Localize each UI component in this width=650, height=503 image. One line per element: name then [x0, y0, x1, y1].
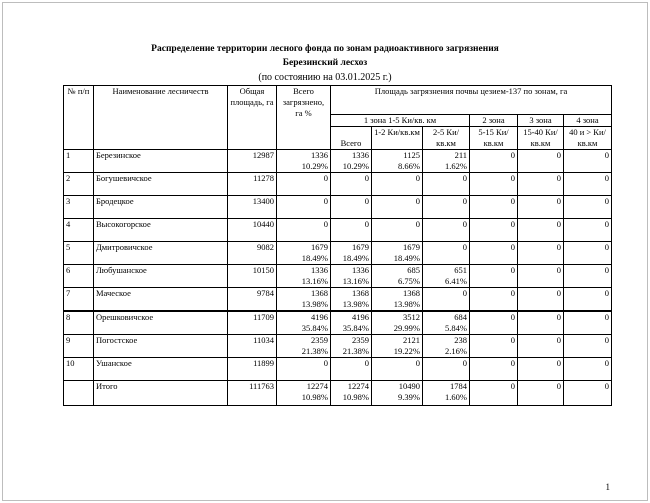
zone3-value: 0	[518, 150, 564, 173]
zone1-total-value: 0	[364, 358, 369, 368]
total-contaminated-percent: 13.16%	[301, 276, 328, 286]
row-number: 2	[64, 173, 94, 196]
total-contaminated	[277, 265, 331, 288]
zone1-1-2	[372, 219, 423, 242]
contamination-table	[63, 85, 612, 406]
zone1-1-2	[372, 381, 423, 406]
total-contaminated	[277, 335, 331, 358]
total-area: 10440	[228, 219, 277, 242]
zone4-value: 0	[564, 335, 612, 358]
header-num: № п/п	[64, 86, 94, 150]
page-number: 1	[605, 482, 610, 492]
zone1-1-2-value: 1368	[403, 288, 420, 298]
zone1-2-5-value: 0	[462, 219, 467, 229]
zone2-value: 0	[470, 265, 518, 288]
row-number: 9	[64, 335, 94, 358]
row-number: 6	[64, 265, 94, 288]
total-area: 9784	[228, 288, 277, 312]
row-number: 3	[64, 196, 94, 219]
zone2-value: 0	[470, 358, 518, 381]
zone1-total-value: 12274	[347, 381, 369, 391]
zone1-2-5	[423, 173, 470, 196]
zone4-value: 0	[564, 265, 612, 288]
zone2-value: 0	[470, 335, 518, 358]
zone2-value: 0	[470, 288, 518, 312]
row-number	[64, 381, 94, 406]
zone1-1-2	[372, 288, 423, 312]
total-contaminated	[277, 288, 331, 312]
header-zone-all: Всего	[331, 127, 372, 150]
zone1-2-5	[423, 242, 470, 265]
zone1-1-2	[372, 335, 423, 358]
zone1-total	[331, 381, 372, 406]
total-area: 111763	[228, 381, 277, 406]
zone2-value: 0	[470, 381, 518, 406]
forestry-name: Дмитровичское	[94, 242, 228, 265]
table-row	[64, 381, 612, 406]
header-2-5: 2-5 Ки/кв.км	[423, 127, 470, 150]
zone1-1-2-value: 0	[415, 358, 420, 368]
total-contaminated	[277, 196, 331, 219]
zone4-value: 0	[564, 150, 612, 173]
header-15-40: 15-40 Ки/кв.км	[518, 127, 564, 150]
zone3-value: 0	[518, 358, 564, 381]
zone3-value: 0	[518, 265, 564, 288]
zone1-1-2-value: 0	[415, 219, 420, 229]
total-contaminated-value: 0	[323, 219, 328, 229]
forestry-name: Итого	[94, 381, 228, 406]
zone1-2-5	[423, 288, 470, 312]
zone4-value: 0	[564, 288, 612, 312]
header-contamination: Площадь загрязнения почвы цезием-137 по зонам, га	[331, 86, 612, 115]
zone1-total	[331, 173, 372, 196]
total-contaminated-value: 4196	[311, 312, 328, 322]
zone4-value: 0	[564, 196, 612, 219]
zone1-2-5-value: 0	[462, 196, 467, 206]
zone1-1-2-value: 0	[415, 173, 420, 183]
row-number: 5	[64, 242, 94, 265]
table-row	[64, 173, 612, 196]
zone1-1-2-percent: 6.75%	[398, 276, 420, 286]
zone2-value: 0	[470, 219, 518, 242]
table-row	[64, 150, 612, 173]
zone4-value: 0	[564, 242, 612, 265]
table-row	[64, 265, 612, 288]
zone2-value: 0	[470, 311, 518, 335]
zone1-2-5	[423, 219, 470, 242]
zone1-2-5	[423, 311, 470, 335]
row-number: 10	[64, 358, 94, 381]
header-zone1: 1 зона 1-5 Ки/кв. км	[331, 115, 470, 127]
zone1-1-2	[372, 150, 423, 173]
zone1-2-5	[423, 150, 470, 173]
zone2-value: 0	[470, 173, 518, 196]
total-contaminated	[277, 358, 331, 381]
table-row	[64, 311, 612, 335]
zone1-2-5-percent: 5.84%	[445, 323, 467, 333]
zone1-total	[331, 358, 372, 381]
table-row	[64, 219, 612, 242]
zone1-1-2-value: 1679	[403, 242, 420, 252]
zone1-2-5-value: 684	[454, 312, 467, 322]
zone1-2-5	[423, 196, 470, 219]
zone1-1-2-percent: 8.66%	[398, 161, 420, 171]
total-area: 9082	[228, 242, 277, 265]
zone3-value: 0	[518, 173, 564, 196]
header-zone3: 3 зона	[518, 115, 564, 127]
zone3-value: 0	[518, 219, 564, 242]
header-5-15: 5-15 Ки/кв.км	[470, 127, 518, 150]
zone1-1-2-value: 3512	[403, 312, 420, 322]
zone1-1-2-value: 685	[407, 265, 420, 275]
zone1-total-value: 4196	[352, 312, 369, 322]
zone1-total-percent: 35.84%	[342, 323, 369, 333]
total-contaminated-percent: 13.98%	[301, 299, 328, 309]
total-contaminated	[277, 311, 331, 335]
zone3-value: 0	[518, 288, 564, 312]
zone1-1-2-value: 2121	[403, 335, 420, 345]
total-contaminated-value: 1679	[311, 242, 328, 252]
zone1-1-2-value: 1125	[403, 150, 420, 160]
total-contaminated	[277, 173, 331, 196]
zone1-1-2-percent: 13.98%	[393, 299, 420, 309]
zone1-2-5-value: 0	[462, 288, 467, 298]
zone1-total-value: 1368	[352, 288, 369, 298]
header-40: 40 и > Ки/кв.км	[564, 127, 612, 150]
zone1-1-2	[372, 242, 423, 265]
zone4-value: 0	[564, 173, 612, 196]
total-contaminated	[277, 381, 331, 406]
header-zone4: 4 зона	[564, 115, 612, 127]
forestry-name: Ушанское	[94, 358, 228, 381]
row-number: 8	[64, 311, 94, 335]
forestry-name: Маческое	[94, 288, 228, 312]
total-area: 13400	[228, 196, 277, 219]
zone1-2-5-value: 0	[462, 242, 467, 252]
table-row	[64, 288, 612, 312]
total-contaminated-value: 1368	[311, 288, 328, 298]
zone1-total-value: 1336	[352, 265, 369, 275]
zone1-1-2-percent: 29.99%	[393, 323, 420, 333]
zone1-1-2-percent: 19.22%	[393, 346, 420, 356]
row-number: 4	[64, 219, 94, 242]
zone1-2-5-percent: 6.41%	[445, 276, 467, 286]
zone1-2-5-value: 1784	[450, 381, 467, 391]
zone3-value: 0	[518, 335, 564, 358]
zone1-2-5-value: 238	[454, 335, 467, 345]
zone1-2-5	[423, 335, 470, 358]
zone3-value: 0	[518, 381, 564, 406]
zone1-2-5-value: 0	[462, 358, 467, 368]
zone1-total-percent: 13.98%	[342, 299, 369, 309]
header-1-2: 1-2 Ки/кв.км	[372, 127, 423, 150]
zone1-total-value: 1679	[352, 242, 369, 252]
zone2-value: 0	[470, 196, 518, 219]
total-area: 10150	[228, 265, 277, 288]
header-total: Всего загрязнено, га %	[277, 86, 331, 150]
total-area: 12987	[228, 150, 277, 173]
zone1-total	[331, 311, 372, 335]
zone1-1-2-value: 0	[415, 196, 420, 206]
total-contaminated-percent: 35.84%	[301, 323, 328, 333]
zone2-value: 0	[470, 150, 518, 173]
total-contaminated-value: 1336	[311, 150, 328, 160]
zone1-2-5-percent: 1.62%	[445, 161, 467, 171]
total-area: 11278	[228, 173, 277, 196]
zone4-value: 0	[564, 381, 612, 406]
zone2-value: 0	[470, 242, 518, 265]
total-contaminated-value: 0	[323, 358, 328, 368]
total-contaminated-percent: 18.49%	[301, 253, 328, 263]
total-contaminated	[277, 150, 331, 173]
row-number: 7	[64, 288, 94, 312]
zone1-total	[331, 335, 372, 358]
zone1-1-2-percent: 18.49%	[393, 253, 420, 263]
total-contaminated	[277, 219, 331, 242]
zone1-total	[331, 288, 372, 312]
zone1-1-2	[372, 358, 423, 381]
zone1-2-5-value: 0	[462, 173, 467, 183]
forestry-name: Погостское	[94, 335, 228, 358]
zone4-value: 0	[564, 358, 612, 381]
total-area: 11899	[228, 358, 277, 381]
total-contaminated-value: 0	[323, 196, 328, 206]
header-name: Наименование лесничеств	[94, 86, 228, 150]
total-contaminated-percent: 21.38%	[301, 346, 328, 356]
report-title: Распределение территории лесного фонда по зонам радиоактивного загрязнения	[151, 44, 499, 54]
zone1-total	[331, 265, 372, 288]
report-date: (по состоянию на 03.01.2025 г.)	[258, 72, 392, 83]
table-row	[64, 335, 612, 358]
zone1-total-percent: 18.49%	[342, 253, 369, 263]
zone1-2-5-percent: 1.60%	[445, 392, 467, 402]
total-area: 11034	[228, 335, 277, 358]
total-contaminated-value: 12274	[306, 381, 328, 391]
zone1-total-percent: 10.98%	[342, 392, 369, 402]
zone3-value: 0	[518, 311, 564, 335]
zone1-total-percent: 10.29%	[342, 161, 369, 171]
zone4-value: 0	[564, 311, 612, 335]
zone1-total	[331, 219, 372, 242]
zone1-1-2-value: 10490	[398, 381, 420, 391]
zone1-2-5-value: 651	[454, 265, 467, 275]
zone3-value: 0	[518, 242, 564, 265]
zone1-2-5-percent: 2.16%	[445, 346, 467, 356]
zone1-total-percent: 21.38%	[342, 346, 369, 356]
zone1-total-value: 1336	[352, 150, 369, 160]
zone1-1-2	[372, 173, 423, 196]
table-row	[64, 196, 612, 219]
zone1-total-value: 0	[364, 219, 369, 229]
zone1-total	[331, 150, 372, 173]
zone1-2-5	[423, 358, 470, 381]
table-row	[64, 358, 612, 381]
zone3-value: 0	[518, 196, 564, 219]
total-contaminated-value: 2359	[311, 335, 328, 345]
zone1-2-5	[423, 381, 470, 406]
total-contaminated-value: 0	[323, 173, 328, 183]
forestry-name: Березинское	[94, 150, 228, 173]
total-contaminated	[277, 242, 331, 265]
header-area: Общая площадь, га	[228, 86, 277, 150]
report-subtitle: Березинский лесхоз	[282, 58, 368, 68]
total-contaminated-value: 1336	[311, 265, 328, 275]
total-area: 11709	[228, 311, 277, 335]
header-zone2: 2 зона	[470, 115, 518, 127]
zone1-total	[331, 196, 372, 219]
forestry-name: Бродецкое	[94, 196, 228, 219]
zone1-2-5	[423, 265, 470, 288]
table-row	[64, 242, 612, 265]
zone1-1-2	[372, 196, 423, 219]
forestry-name: Любушанское	[94, 265, 228, 288]
zone1-total	[331, 242, 372, 265]
zone1-total-percent: 13.16%	[342, 276, 369, 286]
zone1-total-value: 2359	[352, 335, 369, 345]
total-contaminated-percent: 10.29%	[301, 161, 328, 171]
zone1-total-value: 0	[364, 196, 369, 206]
zone1-1-2	[372, 311, 423, 335]
forestry-name: Высокогорское	[94, 219, 228, 242]
zone1-total-value: 0	[364, 173, 369, 183]
zone4-value: 0	[564, 219, 612, 242]
zone1-1-2	[372, 265, 423, 288]
forestry-name: Богушевичское	[94, 173, 228, 196]
zone1-1-2-percent: 9.39%	[398, 392, 420, 402]
row-number: 1	[64, 150, 94, 173]
zone1-2-5-value: 211	[454, 150, 467, 160]
forestry-name: Орешковичское	[94, 311, 228, 335]
total-contaminated-percent: 10.98%	[301, 392, 328, 402]
